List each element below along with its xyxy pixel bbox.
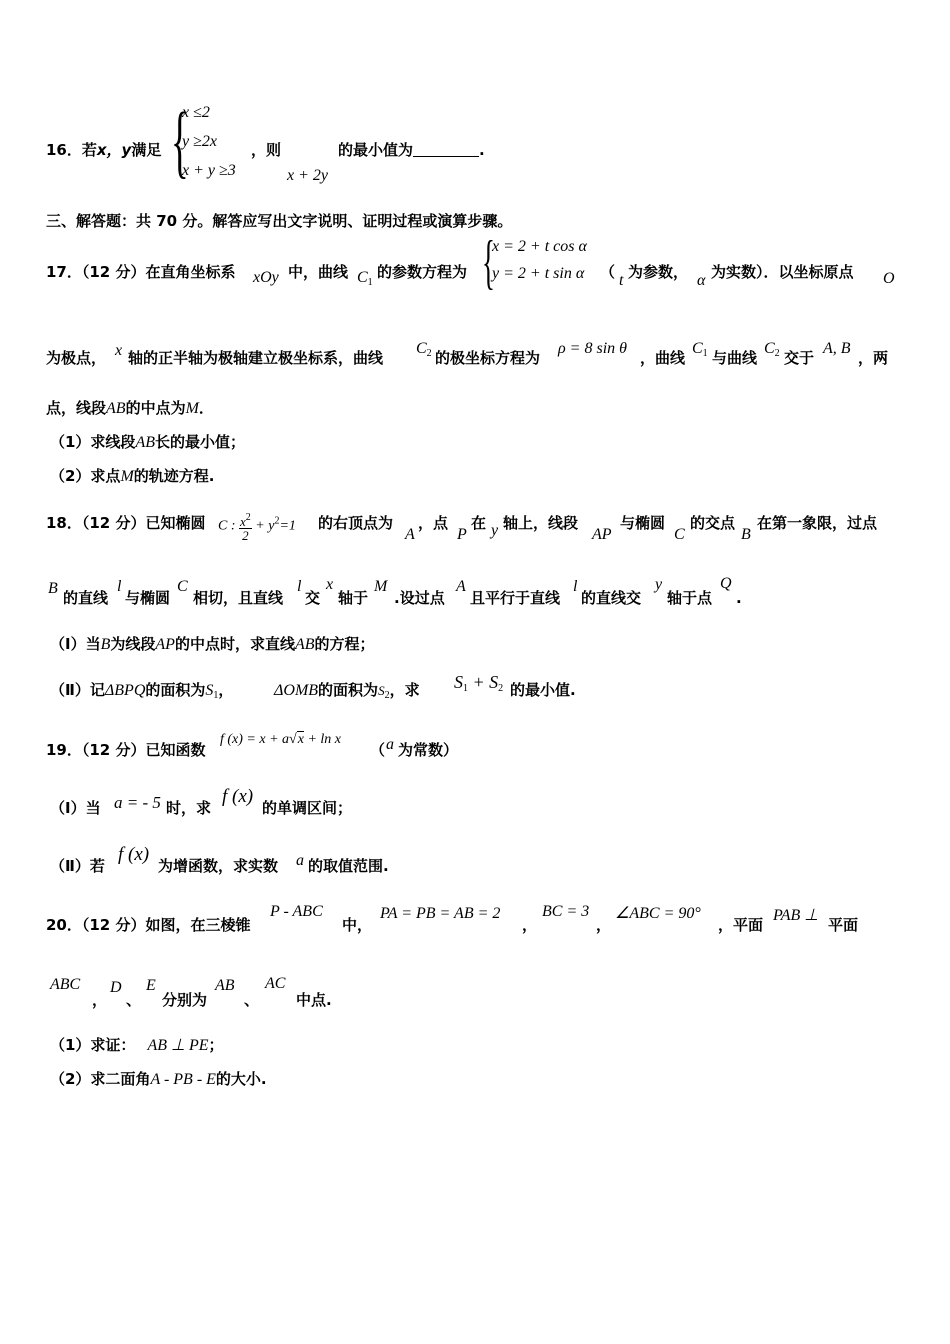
q19-s2b: 为增函数，求实数 <box>158 857 279 875</box>
x-axis-2: x <box>326 576 334 593</box>
q18-s2b: 的面积为 <box>145 681 206 699</box>
sum-plus: + S <box>468 672 499 692</box>
q17-mid2: 的参数方程为 <box>377 263 468 281</box>
q19-s1b: 时，求 <box>166 799 212 817</box>
q16-end: . <box>479 141 485 159</box>
point-d: D <box>110 979 122 996</box>
polar-equation: ρ = 8 sin θ <box>558 340 628 357</box>
q18-l2e: 轴于 <box>338 589 369 607</box>
point-b-2: B <box>48 580 58 597</box>
q20-s1a: （1）求证： <box>50 1036 136 1054</box>
c1b-sub: 1 <box>702 348 708 359</box>
param-eq-1: x = 2 + t cos α <box>492 238 587 255</box>
c2b-sub: 2 <box>774 348 780 359</box>
line-ab: AB <box>294 636 315 653</box>
param-alpha: α <box>697 272 706 289</box>
q18-t2: ，点 <box>418 514 449 532</box>
segment-ab-20: AB <box>215 977 235 994</box>
constraint-3: x + y ≥3 <box>182 162 236 179</box>
y-axis: y <box>491 522 499 539</box>
ab-perp-pe: AB ⊥ PE <box>147 1037 209 1054</box>
point-m: M <box>120 468 134 485</box>
q20-comma-2: ， <box>596 916 612 934</box>
line-l: l <box>117 578 122 595</box>
q18-s2f: 的最小值. <box>510 681 576 699</box>
q20-s1b: ； <box>208 1036 224 1054</box>
c1-letter: C <box>357 269 368 286</box>
c1b-letter: C <box>692 340 703 357</box>
points-ab: A, B <box>823 340 851 357</box>
frac-num: x <box>240 514 246 529</box>
q16-expression: x + 2y <box>287 167 328 184</box>
eq-pa-pb-ab: PA = PB = AB = 2 <box>380 905 501 922</box>
q17-l3a: 点，线段 <box>46 399 107 417</box>
q20-comma-1: ， <box>522 916 538 934</box>
q17-l2c: 的极坐标方程为 <box>435 349 541 367</box>
y-axis-2: y <box>655 576 663 593</box>
q18-l2g: 且平行于直线 <box>470 589 561 607</box>
line-l-2: l <box>297 578 302 595</box>
triangle-omb: ΔOMB <box>274 682 319 699</box>
section-3-title: 三、解答题：共 70 分。解答应写出文字说明、证明过程或演算步骤。 <box>46 212 513 230</box>
sqrt-x: x <box>297 732 304 747</box>
ellipse-c-2: C <box>674 526 685 543</box>
segment-ab: AB <box>106 400 126 417</box>
q19-s1c: 的单调区间； <box>262 799 353 817</box>
q17-l3c: ． <box>198 399 214 417</box>
q18-t4: 轴上，线段 <box>503 514 579 532</box>
const-a: a <box>386 736 394 753</box>
q20-s2a: （2）求二面角 <box>50 1070 151 1088</box>
q18-s2d: 的面积为 <box>318 681 379 699</box>
segment-ap: AP <box>592 526 612 543</box>
q17-l2b: 轴的正半轴为极轴建立极坐标系，曲线 <box>128 349 384 367</box>
q19-const: 为常数） <box>398 741 459 759</box>
c2-sub: 2 <box>426 348 432 359</box>
q17-l2d: ，曲线 <box>640 349 686 367</box>
point-a: A <box>405 526 415 543</box>
segment-ap-2: AP <box>155 636 175 653</box>
q18-s2c: ， <box>218 681 234 699</box>
param-brace: { <box>482 229 495 295</box>
q17-l2g: ，两 <box>858 349 889 367</box>
point-p: P <box>457 526 467 543</box>
c2-letter: C <box>416 340 427 357</box>
q18-s1b: 为线段 <box>110 635 156 653</box>
ellipse-end: =1 <box>279 518 296 534</box>
point-q: Q <box>720 575 732 592</box>
q19-label: 19．（12 分）已知函数 <box>46 741 206 759</box>
q17-l2e: 与曲线 <box>712 349 758 367</box>
q20-comma-3: ， <box>92 991 108 1009</box>
q17-sub1b: 长的最小值； <box>155 433 246 451</box>
q17-real-text: 为实数）．以坐标原点 <box>711 263 854 281</box>
param-eq-2: y = 2 + t sin α <box>492 265 585 282</box>
ellipse-rest: + y <box>255 518 275 534</box>
ellipse-c-3: C <box>177 578 188 595</box>
segment-ab-2: AB <box>135 434 155 451</box>
ellipse-c: C : <box>218 518 236 534</box>
q18-l2h: 的直线交 <box>581 589 642 607</box>
curve-c1-2 <box>692 340 708 359</box>
q20-t1: 中， <box>342 916 373 934</box>
f-of-x: f (x) <box>222 786 254 807</box>
q18-t5: 与椭圆 <box>620 514 666 532</box>
q20-t3: 平面 <box>828 916 859 934</box>
param-t: t <box>619 272 624 289</box>
q18-l2c: 相切，且直线 <box>193 589 284 607</box>
ellipse-fraction: $\frac{x^2}{2}$ <box>240 512 251 543</box>
q18-s2a: （Ⅱ）记 <box>50 681 105 699</box>
q17-sub1a: （1）求线段 <box>50 433 136 451</box>
q18-l2f: .设过点 <box>394 589 445 607</box>
answer-blank <box>413 142 479 157</box>
q16-tail: 的最小值为 <box>338 141 414 159</box>
line-l-3: l <box>573 578 578 595</box>
q18-l2a: 的直线 <box>63 589 109 607</box>
q18-l2d: 交 <box>305 589 321 607</box>
const-a-2: a <box>296 852 304 869</box>
q18-s1c: 的中点时，求直线 <box>174 635 295 653</box>
constraint-1: x ≤2 <box>182 104 210 121</box>
eq-angle-abc: ∠ABC = 90° <box>615 905 701 922</box>
q18-t3: 在 <box>471 514 487 532</box>
function-def: f (x) = x + a√x + ln x <box>220 732 342 747</box>
q18-label: 18．（12 分）已知椭圆 <box>46 514 206 532</box>
q19-s2a: （Ⅱ）若 <box>50 857 105 875</box>
f-of-x-2: f (x) <box>118 844 150 865</box>
sum-s: S <box>454 672 463 692</box>
q17-param-text: 为参数， <box>628 263 689 281</box>
triangle-bpq: ΔBPQ <box>104 682 146 699</box>
q17-mid1: 中，曲线 <box>288 263 349 281</box>
c1-sub: 1 <box>367 277 373 288</box>
constraint-2: y ≥2x <box>182 133 217 150</box>
frac-den: 2 <box>242 528 249 543</box>
plane-pab: PAB ⊥ <box>773 907 819 924</box>
q16-satisfy: 满足 <box>131 141 162 159</box>
q19-s2c: 的取值范围. <box>308 857 389 875</box>
q18-t6: 的交点 <box>690 514 736 532</box>
curve-c1 <box>357 269 373 288</box>
point-b: B <box>741 526 751 543</box>
constraint-brace: { <box>171 95 189 186</box>
eq-bc: BC = 3 <box>542 903 590 920</box>
q19-paren: （ <box>370 741 386 759</box>
x-axis: x <box>115 342 123 359</box>
origin-o: O <box>883 270 895 287</box>
q18-l2b: 与椭圆 <box>125 589 171 607</box>
q18-l2j: . <box>736 589 742 607</box>
q20-t4: 分别为 <box>162 991 208 1009</box>
q17-l3b: 的中点为 <box>125 399 186 417</box>
midpoint-m: M <box>185 400 199 417</box>
q16-vars: x，y <box>96 141 132 159</box>
s1-letter: S <box>205 682 214 699</box>
q18-t1: 的右顶点为 <box>318 514 394 532</box>
q18-s1a: （Ⅰ）当 <box>50 635 101 653</box>
ellipse-equation: C : $\frac{x^2}{2}$ + $y^2=1$ <box>218 512 296 543</box>
q16-label: 16．若 <box>46 141 97 159</box>
exam-page: { x ≤2 y ≥2x x + y ≥3 16．若x，y满足 ，则 x + 2y 的最小值为 . 三、解答题：共 70 分。解答应写出文字说明、证明过程或演算步骤。 { x = 2 + t cos α y = 2 + t sin α 17．（12 分）在直角坐标系 xOy 中，曲线 C1 的参数方程为 （ t 为参数， α 为实数）．以坐标原点 O 为极点， x 轴的正半轴为极轴建立极坐标系，曲线 C2 的极坐标方程为 ρ = 8 sin θ ，曲线 C1 与曲线 C2 交于 A, B ，两 点，线段AB的中点为M． （1）求线段AB长的最小值； （2）求点M的轨迹方程. 18．（12 分）已知椭圆 C : $\frac{x^2}{2}$ + $y^2=1$ 的右顶点为 A ，点 P 在 y 轴上，线段 AP 与椭圆 C 的交点 B 在第一象限，过点 B 的直线 l 与椭圆 C 相切，且直线 l 交 x 轴于 M .设过点 A 且平行于直线 l 的直线交 y 轴于点 Q . （Ⅰ）当B为线段AP的中点时，求直线AB的方程； （Ⅱ）记ΔBPQ的面积为S1， ΔOMB的面积为$S_2$，求 S1 + S2 的最小值. 19．（12 分）已知函数 f (x) = x + a√x + ln x （ a 为常数） （Ⅰ）当 a = - 5 时，求 f (x) 的单调区间； （Ⅱ）若 f (x) 为增函数，求实数 a 的取值范围. 20．（12 分）如图，在三棱锥 P - ABC 中， PA = PB = AB = 2 ， BC = 3 ， ∠ABC = 90° ，平面 PAB ⊥ 平面 ABC ， D 、 E 分别为 AB 、 AC 中点. （1）求证： AB ⊥ PE； （2）求二面角A - PB - E的大小. <box>46 95 895 1088</box>
s2-letter: S <box>378 683 385 698</box>
segment-ac: AC <box>265 975 286 992</box>
curve-c2-2 <box>764 340 780 359</box>
plane-abc: ABC <box>50 976 81 993</box>
point-e: E <box>146 977 156 994</box>
q17-l2f: 交于 <box>784 349 815 367</box>
dihedral-angle: A - PB - E <box>150 1071 216 1088</box>
q20-sep-2: 、 <box>244 991 260 1009</box>
q17-label: 17．（12 分）在直角坐标系 <box>46 263 236 281</box>
q17-sub2a: （2）求点 <box>50 467 121 485</box>
q18-s1d: 的方程； <box>314 635 375 653</box>
pyramid-pabc: P - ABC <box>270 903 323 920</box>
q17-l2a: 为极点， <box>46 349 107 367</box>
point-a-2: A <box>456 578 466 595</box>
q18-s2e: ，求 <box>389 681 420 699</box>
sum-s1-s2: S1 + S2 <box>454 672 504 694</box>
q20-label: 20．（12 分）如图，在三棱锥 <box>46 916 251 934</box>
q17-sub2b: 的轨迹方程. <box>133 467 215 485</box>
coord-system: xOy <box>253 269 279 286</box>
q16-then: ，则 <box>251 141 282 159</box>
q20-t2: ，平面 <box>718 916 764 934</box>
q17-paren: （ <box>600 263 616 281</box>
q20-s2b: 的大小. <box>215 1070 267 1088</box>
q20-t5: 中点. <box>296 991 332 1009</box>
point-m-18: M <box>374 578 388 595</box>
point-b-3: B <box>100 636 111 653</box>
q18-t7: 在第一象限，过点 <box>757 514 878 532</box>
q18-l2i: 轴于点 <box>667 589 713 607</box>
fx-lhs: f (x) = x + a <box>220 732 290 747</box>
ln-term: + ln x <box>307 732 342 747</box>
curve-c2 <box>416 340 432 359</box>
a-value: a = - 5 <box>114 793 161 812</box>
q19-s1a: （Ⅰ）当 <box>50 799 101 817</box>
q20-sep-1: 、 <box>126 991 142 1009</box>
c2b-letter: C <box>764 340 775 357</box>
